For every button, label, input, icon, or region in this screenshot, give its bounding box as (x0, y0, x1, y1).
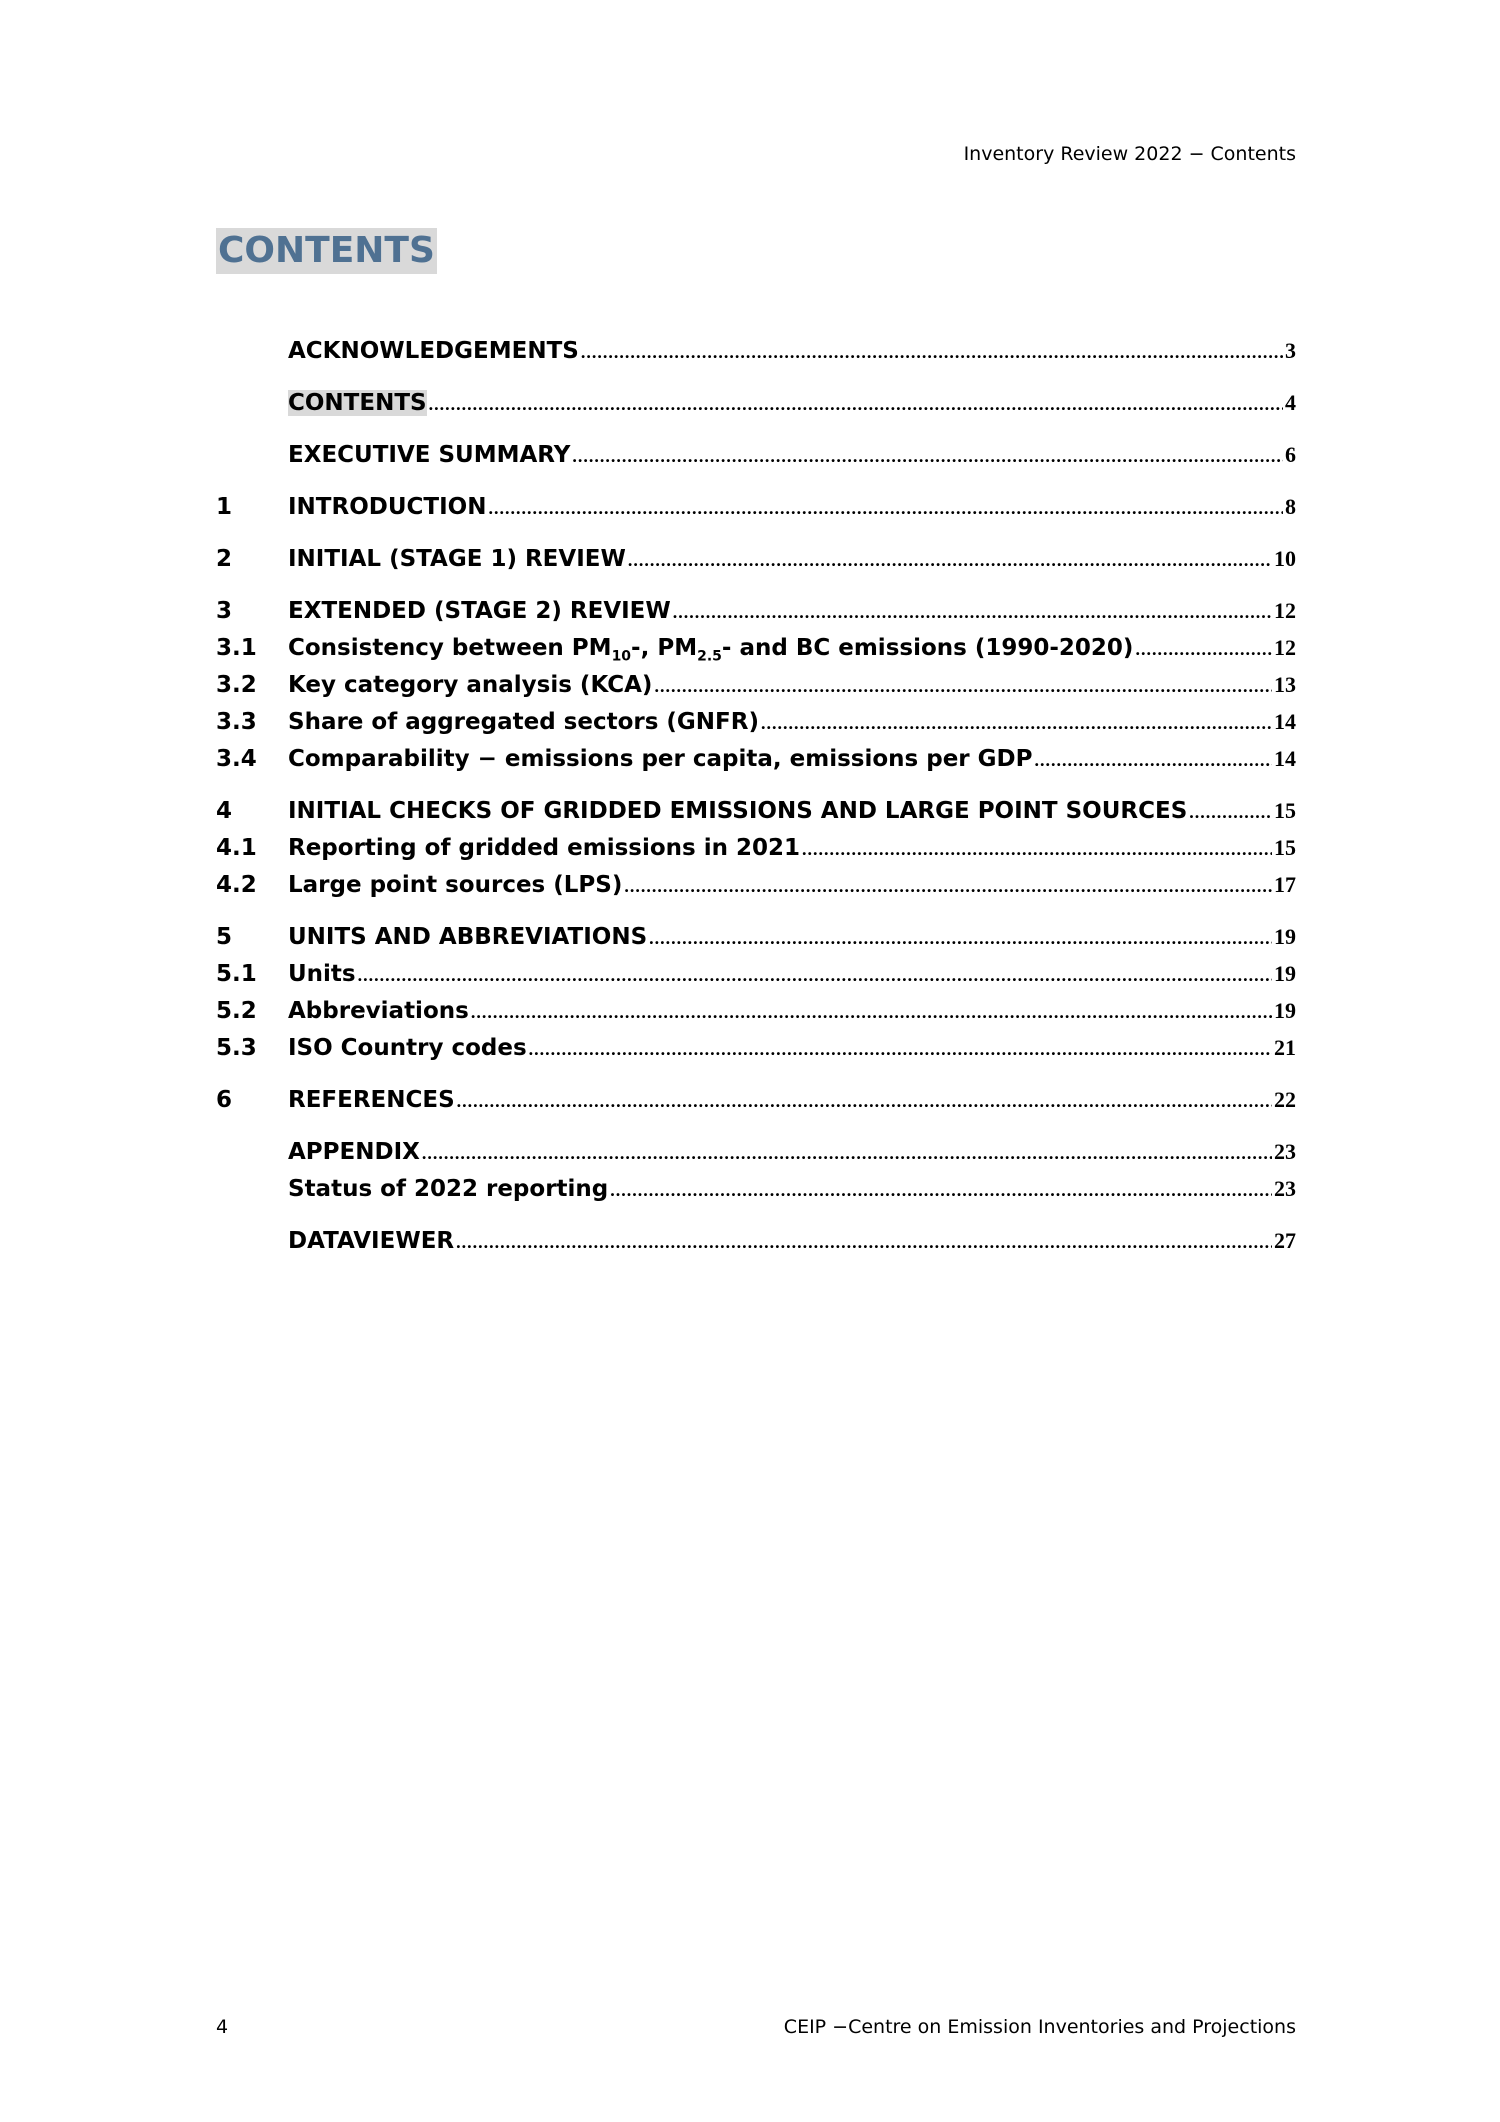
toc-page: 15 (1274, 835, 1296, 860)
toc-entry-appendix[interactable] (216, 1139, 1296, 1173)
toc-label (288, 635, 1133, 665)
toc-entry-references[interactable] (216, 1087, 1296, 1121)
toc-page: 27 (1274, 1228, 1296, 1253)
label-part: Consistency between PM (288, 635, 612, 661)
toc-label: INITIAL (STAGE 1) REVIEW (288, 546, 626, 572)
toc-page: 6 (1285, 442, 1296, 467)
toc-entry-units[interactable] (216, 961, 1296, 995)
toc-entry-units-abbreviations[interactable] (216, 924, 1296, 958)
toc-page: 23 (1274, 1139, 1296, 1164)
toc-page: 19 (1274, 961, 1296, 986)
toc-number: 5.3 (216, 1035, 257, 1061)
toc-entry-abbreviations[interactable] (216, 998, 1296, 1032)
toc-label: EXTENDED (STAGE 2) REVIEW (288, 598, 671, 624)
toc-label: EXECUTIVE SUMMARY (288, 442, 571, 468)
toc-page: 23 (1274, 1176, 1296, 1201)
toc-label: Status of 2022 reporting (288, 1176, 609, 1202)
footer-organization: CEIP −Centre on Emission Inventories and Projections (783, 2016, 1296, 2038)
page-title: CONTENTS (216, 228, 437, 274)
dot-leader (1135, 639, 1272, 660)
toc-number: 1 (216, 494, 233, 520)
toc-page: 3 (1285, 338, 1296, 363)
subscript-10: 10 (611, 648, 632, 665)
toc-label: Large point sources (LPS) (288, 872, 623, 898)
dot-leader (529, 1039, 1272, 1060)
dot-leader (802, 839, 1272, 860)
running-header: Inventory Review 2022 − Contents (963, 143, 1296, 165)
toc-number: 3.1 (216, 635, 257, 661)
toc-entry-introduction[interactable] (216, 494, 1296, 528)
toc-label: CONTENTS (288, 390, 427, 416)
dot-leader (761, 713, 1272, 734)
toc-number: 3.3 (216, 709, 257, 735)
toc-entry-initial-review[interactable] (216, 546, 1296, 580)
toc-number: 4.2 (216, 872, 257, 898)
dot-leader (422, 1143, 1272, 1164)
dot-leader (654, 676, 1272, 697)
dot-leader (1189, 802, 1272, 823)
toc-entry-contents[interactable] (216, 390, 1296, 424)
toc-label: INITIAL CHECKS OF GRIDDED EMISSIONS AND LARGE POINT SOURCES (288, 798, 1188, 824)
toc-number: 3.2 (216, 672, 257, 698)
toc-number: 3.4 (216, 746, 257, 772)
toc-entry-dataviewer[interactable] (216, 1228, 1296, 1262)
dot-leader (1034, 750, 1272, 771)
toc-page: 17 (1274, 872, 1296, 897)
toc-label: REFERENCES (288, 1087, 455, 1113)
toc-label: UNITS AND ABBREVIATIONS (288, 924, 648, 950)
toc-number: 3 (216, 598, 233, 624)
toc-number: 6 (216, 1087, 233, 1113)
dot-leader (673, 602, 1272, 623)
toc-label: APPENDIX (288, 1139, 420, 1165)
toc-entry-key-category-analysis[interactable] (216, 672, 1296, 706)
toc-page: 19 (1274, 924, 1296, 949)
toc-page: 8 (1285, 494, 1296, 519)
dot-leader (628, 550, 1272, 571)
footer-page-number: 4 (216, 2016, 229, 2038)
toc-page: 4 (1285, 390, 1296, 415)
toc-number: 4 (216, 798, 233, 824)
toc-entry-gridded-checks[interactable] (216, 798, 1296, 832)
toc-entry-executive-summary[interactable] (216, 442, 1296, 476)
toc-entry-status-reporting[interactable] (216, 1176, 1296, 1210)
dot-leader (581, 342, 1283, 363)
toc-number: 2 (216, 546, 233, 572)
dot-leader (572, 446, 1283, 467)
toc-page: 21 (1274, 1035, 1296, 1060)
toc-page: 15 (1274, 798, 1296, 823)
toc-entry-consistency[interactable] (216, 635, 1296, 669)
toc-label: ISO Country codes (288, 1035, 527, 1061)
toc-number: 5.1 (216, 961, 257, 987)
toc-entry-iso-country-codes[interactable] (216, 1035, 1296, 1069)
dot-leader (358, 965, 1272, 986)
toc-page: 22 (1274, 1087, 1296, 1112)
toc-label: Reporting of gridded emissions in 2021 (288, 835, 801, 861)
toc-label: INTRODUCTION (288, 494, 487, 520)
toc-entry-large-point-sources[interactable] (216, 872, 1296, 906)
toc-label: Key category analysis (KCA) (288, 672, 653, 698)
toc-page: 12 (1274, 635, 1296, 660)
dot-leader (471, 1002, 1272, 1023)
toc-page: 14 (1274, 746, 1296, 771)
toc-entry-aggregated-sectors[interactable] (216, 709, 1296, 743)
toc-label: Share of aggregated sectors (GNFR) (288, 709, 759, 735)
toc-entry-extended-review[interactable] (216, 598, 1296, 632)
label-part: - and BC emissions (1990-2020) (721, 635, 1134, 661)
toc-page: 12 (1274, 598, 1296, 623)
dot-leader (456, 1232, 1272, 1253)
dot-leader (488, 498, 1283, 519)
toc-entry-comparability[interactable] (216, 746, 1296, 780)
subscript-2-5: 2.5 (697, 648, 722, 665)
toc-page: 13 (1274, 672, 1296, 697)
toc-label: Comparability − emissions per capita, emissions per GDP (288, 746, 1033, 772)
toc-number: 4.1 (216, 835, 257, 861)
toc-page: 10 (1274, 546, 1296, 571)
toc-label: DATAVIEWER (288, 1228, 455, 1254)
label-part: -, PM (631, 635, 698, 661)
toc-label: Units (288, 961, 356, 987)
toc-entry-acknowledgements[interactable] (216, 338, 1296, 372)
toc-label: Abbreviations (288, 998, 469, 1024)
toc-number: 5 (216, 924, 233, 950)
dot-leader (610, 1180, 1272, 1201)
toc-number: 5.2 (216, 998, 257, 1024)
dot-leader (429, 394, 1283, 415)
toc-page: 19 (1274, 998, 1296, 1023)
dot-leader (649, 928, 1272, 949)
toc-label: ACKNOWLEDGEMENTS (288, 338, 579, 364)
toc-entry-gridded-reporting[interactable] (216, 835, 1296, 869)
toc-page: 14 (1274, 709, 1296, 734)
dot-leader (624, 876, 1272, 897)
dot-leader (457, 1091, 1272, 1112)
